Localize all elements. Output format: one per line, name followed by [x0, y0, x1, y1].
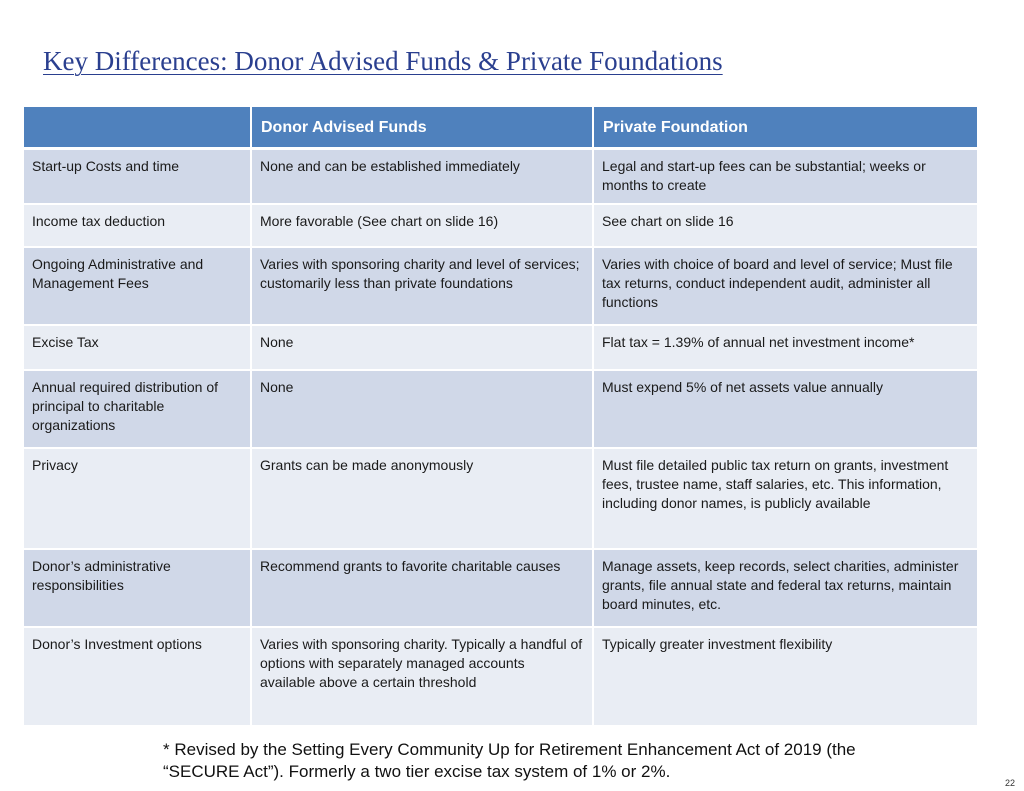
daf-cell: None and can be established immediately [251, 149, 593, 204]
pf-cell: See chart on slide 16 [593, 204, 977, 247]
row-label: Privacy [24, 448, 251, 549]
pf-cell: Manage assets, keep records, select charities, administer grants, file annual state and federal tax returns, maintain board minutes, etc. [593, 549, 977, 627]
pf-cell: Typically greater investment flexibility [593, 627, 977, 726]
row-label: Ongoing Administrative and Management Fees [24, 247, 251, 325]
pf-cell: Must file detailed public tax return on grants, investment fees, trustee name, staff salaries, etc. This information, including donor names, is publicly available [593, 448, 977, 549]
daf-cell: Varies with sponsoring charity and level of services; customarily less than private foundations [251, 247, 593, 325]
pf-cell: Must expend 5% of net assets value annually [593, 370, 977, 448]
table-header-row [24, 107, 977, 149]
pf-cell: Flat tax = 1.39% of annual net investment income* [593, 325, 977, 370]
row-label: Annual required distribution of principal to charitable organizations [24, 370, 251, 448]
table-row [24, 370, 977, 448]
row-label: Excise Tax [24, 325, 251, 370]
table-row [24, 627, 977, 726]
table-row [24, 149, 977, 204]
row-label: Start-up Costs and time [24, 149, 251, 204]
footnote: * Revised by the Setting Every Community Up for Retirement Enhancement Act of 2019 (the “SECURE Act”). Formerly a two tier excise tax system of 1% or 2%. [163, 740, 856, 781]
daf-cell: None [251, 370, 593, 448]
page-title: Key Differences: Donor Advised Funds & Private Foundations [43, 46, 723, 76]
table-row [24, 448, 977, 549]
daf-cell: Varies with sponsoring charity. Typically a handful of options with separately managed accounts available above a certain threshold [251, 627, 593, 726]
table-row [24, 204, 977, 247]
daf-cell: Recommend grants to favorite charitable causes [251, 549, 593, 627]
pf-cell: Varies with choice of board and level of service; Must file tax returns, conduct independent audit, administer all functions [593, 247, 977, 325]
daf-cell: More favorable (See chart on slide 16) [251, 204, 593, 247]
pf-cell: Legal and start-up fees can be substantial; weeks or months to create [593, 149, 977, 204]
table-row [24, 549, 977, 627]
row-label: Income tax deduction [24, 204, 251, 247]
page-number: 22 [1005, 778, 1016, 788]
daf-cell: None [251, 325, 593, 370]
table-row [24, 325, 977, 370]
row-label: Donor’s administrative responsibilities [24, 549, 251, 627]
header-cell-donor-advised-funds: Donor Advised Funds [251, 107, 593, 149]
header-cell-private-foundation: Private Foundation [593, 107, 977, 149]
table-row [24, 247, 977, 325]
row-label: Donor’s Investment options [24, 627, 251, 726]
daf-cell: Grants can be made anonymously [251, 448, 593, 549]
comparison-table [24, 107, 977, 727]
header-cell-blank [24, 107, 251, 149]
